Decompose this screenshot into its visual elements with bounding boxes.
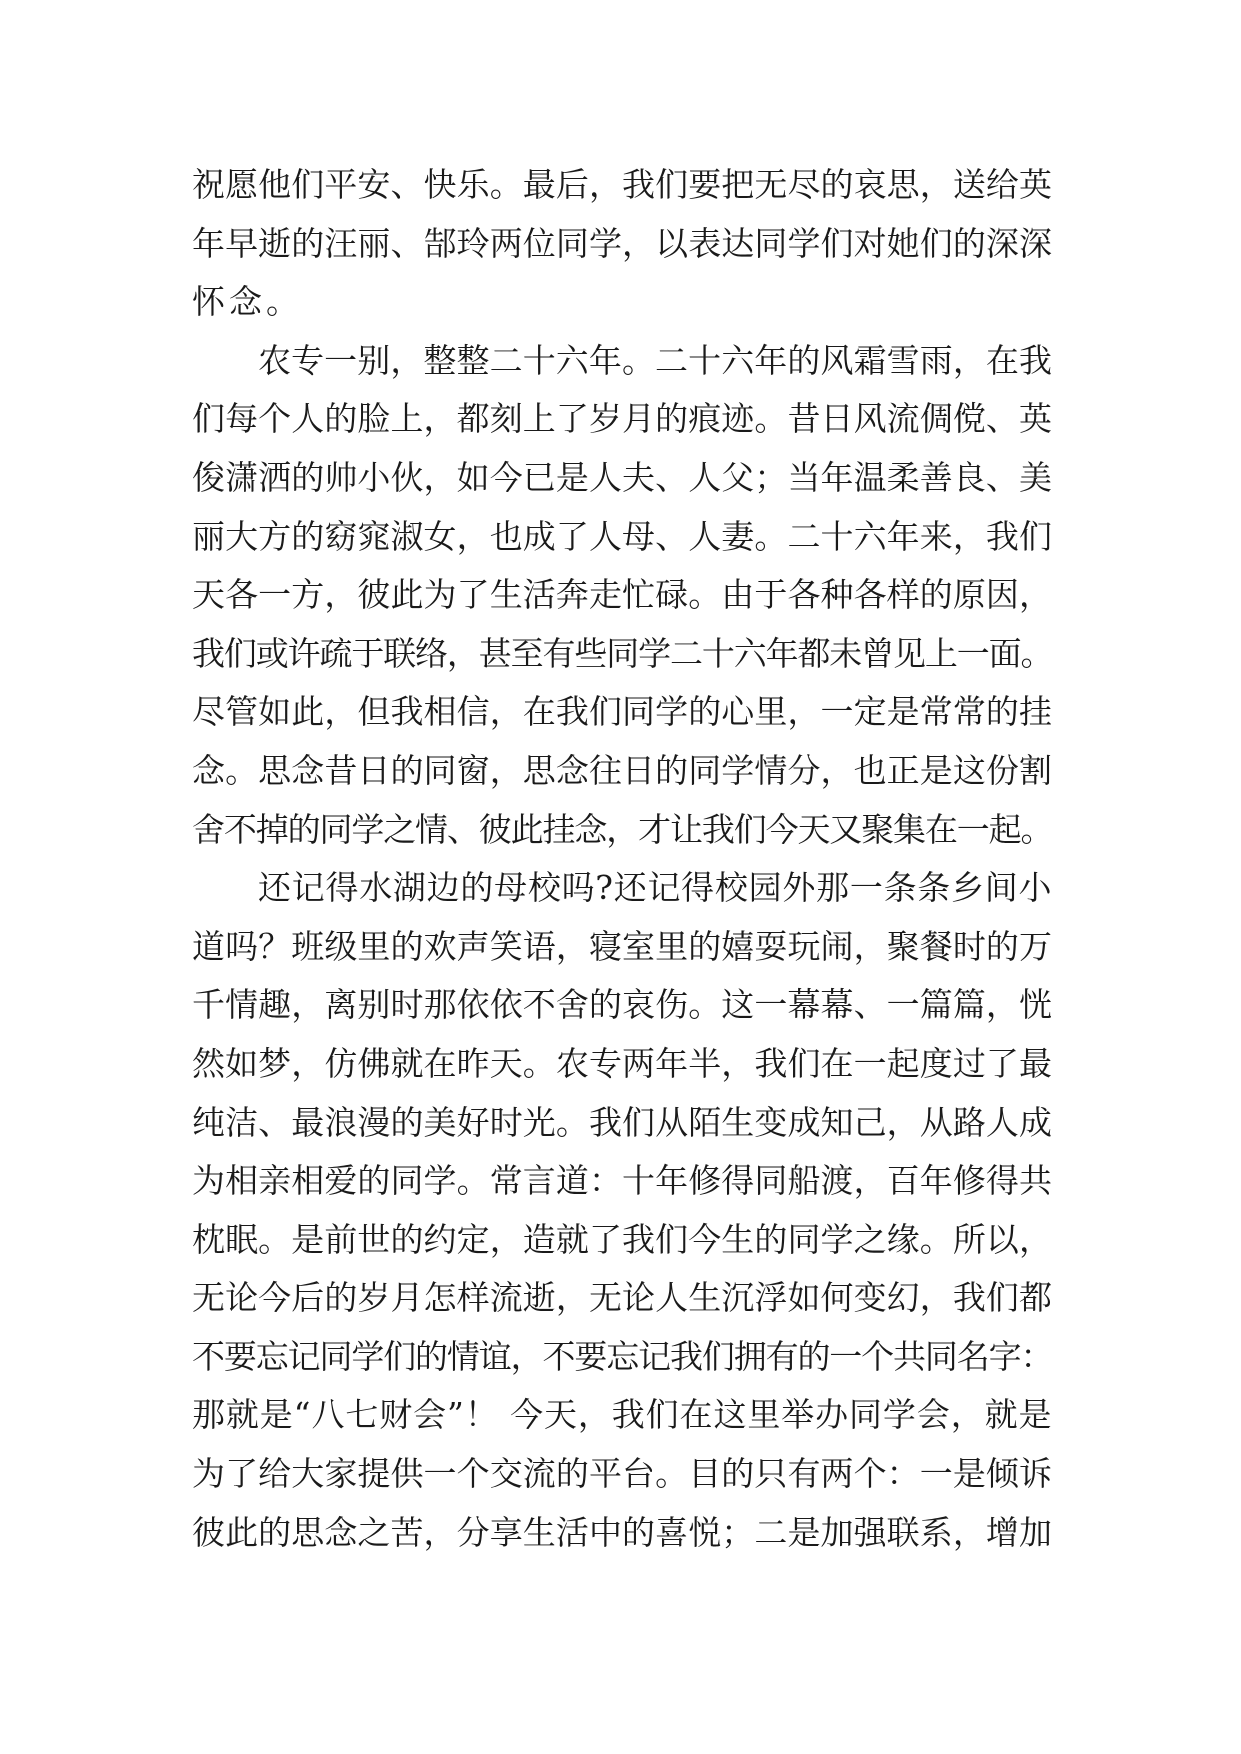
text-line: 我们或许疏于联络，甚至有些同学二十六年都未曾见上一面。	[192, 633, 1052, 673]
text-line: 俊潇洒的帅小伙，如今已是人夫、人父；当年温柔善良、美	[192, 457, 1052, 497]
text-line: 念。思念昔日的同窗，思念往日的同学情分，也正是这份割	[192, 750, 1052, 790]
text-line: 怀念。	[192, 282, 303, 322]
text-line: 不要忘记同学们的情谊，不要忘记我们拥有的一个共同名字：	[192, 1336, 1052, 1376]
text-line: 纯洁、最浪漫的美好时光。我们从陌生变成知己，从路人成	[192, 1102, 1052, 1142]
body-text	[192, 156, 1052, 1562]
text-line: 尽管如此，但我相信，在我们同学的心里，一定是常常的挂	[192, 692, 1052, 732]
text-line: 千情趣，离别时那依依不舍的哀伤。这一幕幕、一篇篇，恍	[192, 985, 1052, 1025]
text-line: 枕眠。是前世的约定，造就了我们今生的同学之缘。所以，	[192, 1219, 1052, 1259]
text-line: 还记得水湖边的母校吗?还记得校园外那一条条乡间小	[258, 868, 1052, 908]
text-line: 农专一别，整整二十六年。二十六年的风霜雪雨，在我	[258, 340, 1052, 380]
text-line: 彼此的思念之苦，分享生活中的喜悦；二是加强联系，增加	[192, 1512, 1052, 1552]
text-line: 然如梦，仿佛就在昨天。农专两年半，我们在一起度过了最	[192, 1043, 1052, 1083]
text-line: 道吗？班级里的欢声笑语，寝室里的嬉耍玩闹，聚餐时的万	[192, 926, 1052, 966]
text-line: 祝愿他们平安、快乐。最后，我们要把无尽的哀思，送给英	[192, 165, 1052, 204]
text-line: 丽大方的窈窕淑女，也成了人母、人妻。二十六年来，我们	[192, 516, 1052, 556]
text-line: 天各一方，彼此为了生活奔走忙碌。由于各种各样的原因，	[192, 575, 1052, 615]
text-line: 舍不掉的同学之情、彼此挂念，才让我们今天又聚集在一起。	[192, 809, 1052, 849]
text-line: 年早逝的汪丽、郜玲两位同学，以表达同学们对她们的深深	[192, 223, 1052, 263]
text-line: 为了给大家提供一个交流的平台。目的只有两个：一是倾诉	[192, 1454, 1052, 1494]
text-line: 为相亲相爱的同学。常言道：十年修得同船渡，百年修得共	[192, 1161, 1052, 1201]
text-line: 那就是“八七财会”！ 今天，我们在这里举办同学会，就是	[192, 1395, 1052, 1435]
text-line: 们每个人的脸上，都刻上了岁月的痕迹。昔日风流倜傥、英	[192, 399, 1052, 439]
text-line: 无论今后的岁月怎样流逝，无论人生沉浮如何变幻，我们都	[192, 1278, 1052, 1318]
